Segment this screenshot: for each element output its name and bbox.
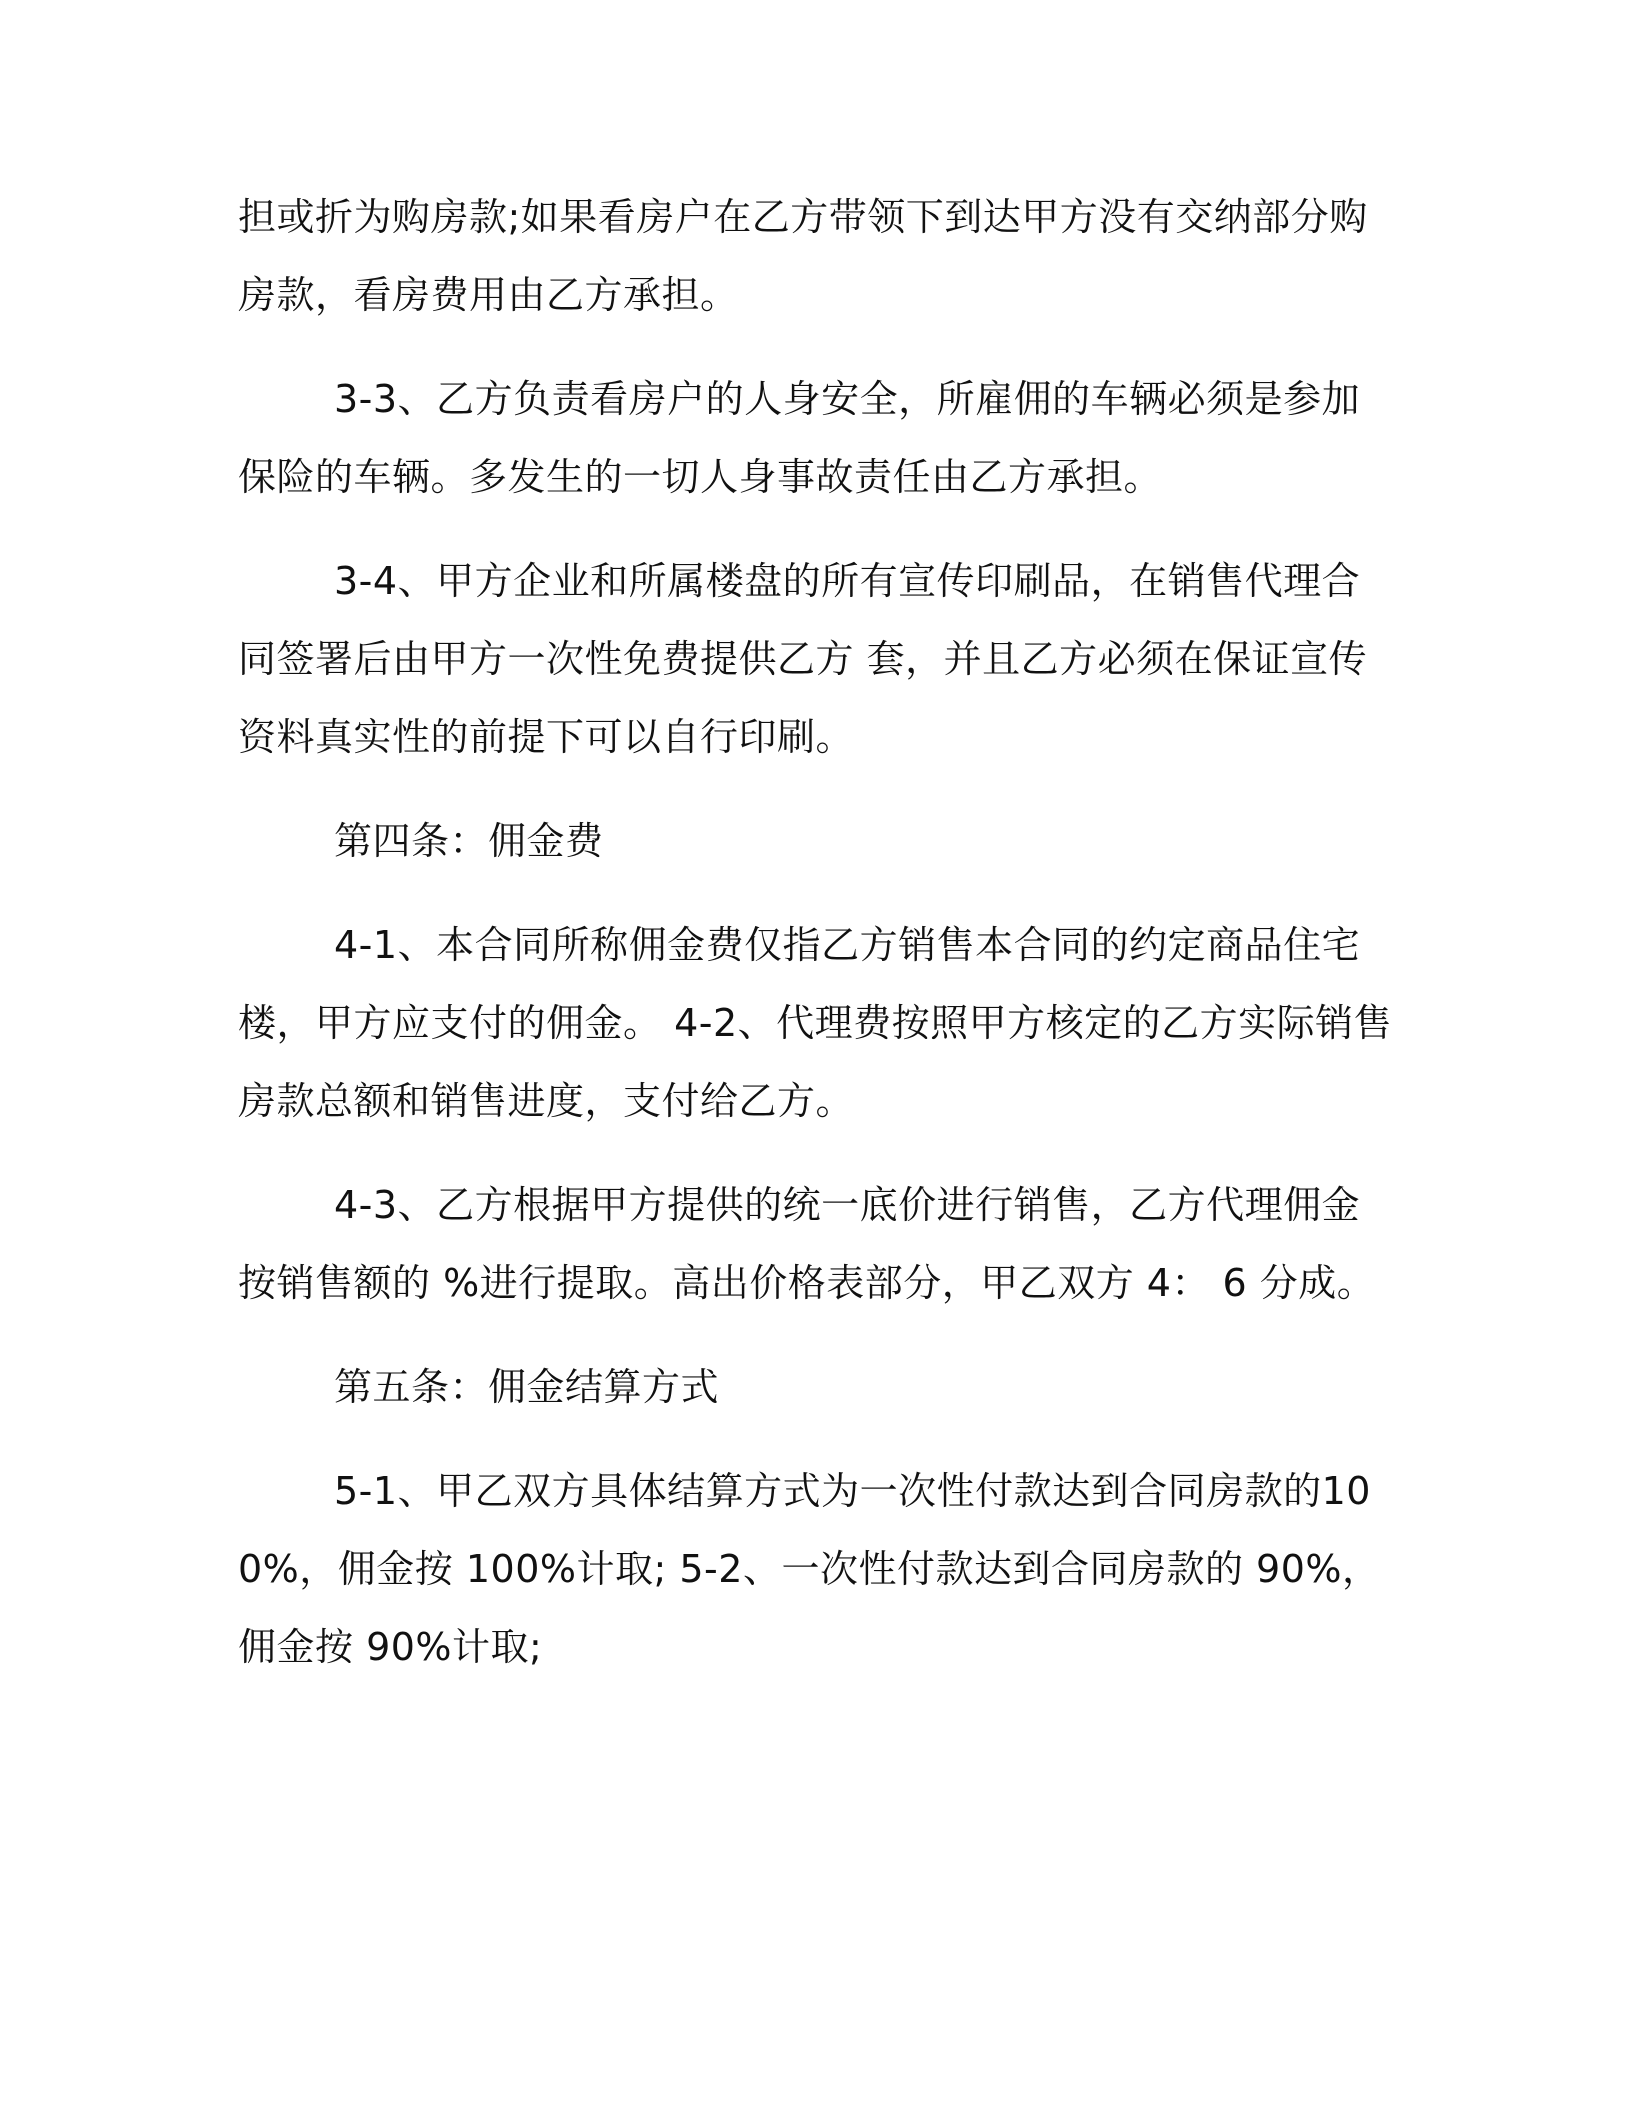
paragraph-3-4: 3-4、甲方企业和所属楼盘的所有宣传印刷品，在销售代理合同签署后由甲方一次性免费提供乙方 套，并且乙方必须在保证宣传资料真实性的前提下可以自行印刷。 (238, 559, 1368, 759)
heading-article-4: 第四条：佣金费 (334, 819, 604, 863)
document-body (238, 178, 1398, 1712)
paragraph-view-fee: 担或折为购房款;如果看房户在乙方带领下到达甲方没有交纳部分购房款，看房费用由乙方承担。 (238, 195, 1368, 317)
paragraph-5-1: 5-1、甲乙双方具体结算方式为一次性付款达到合同房款的100%，佣金按 100%计取; 5-2、一次性付款达到合同房款的 90%，佣金按 90%计取; (238, 1469, 1381, 1669)
paragraph-3-3: 3-3、乙方负责看房户的人身安全，所雇佣的车辆必须是参加保险的车辆。多发生的一切人身事故责任由乙方承担。 (238, 377, 1361, 499)
heading-article-5: 第五条：佣金结算方式 (334, 1365, 720, 1409)
paragraph-4-3: 4-3、乙方根据甲方提供的统一底价进行销售，乙方代理佣金按销售额的 %进行提取。高出价格表部分，甲乙双方 4： 6 分成。 (238, 1183, 1376, 1305)
paragraph-4-1: 4-1、本合同所称佣金费仅指乙方销售本合同的约定商品住宅楼，甲方应支付的佣金。 4-2、代理费按照甲方核定的乙方实际销售房款总额和销售进度，支付给乙方。 (238, 923, 1393, 1123)
